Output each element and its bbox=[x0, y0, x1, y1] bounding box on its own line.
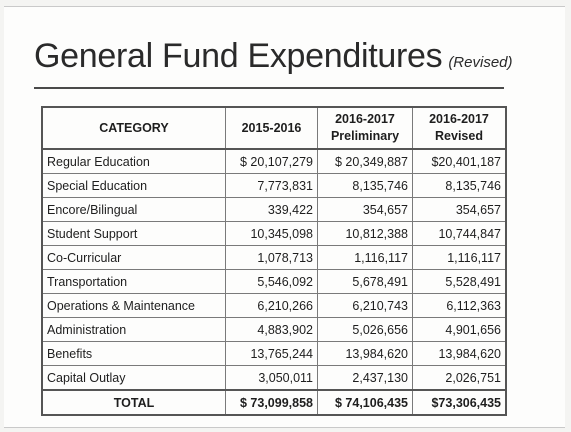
cell-fy2015-2016: 3,050,011 bbox=[226, 366, 318, 391]
cell-fy2016-2017-preliminary: 13,984,620 bbox=[318, 342, 413, 366]
title-block bbox=[34, 37, 513, 76]
cell-fy2016-2017-preliminary: 8,135,746 bbox=[318, 174, 413, 198]
table-row bbox=[42, 198, 506, 222]
cell-fy2016-2017-revised: 6,112,363 bbox=[413, 294, 507, 318]
cell-category: Operations & Maintenance bbox=[42, 294, 226, 318]
cell-fy2015-2016: 1,078,713 bbox=[226, 246, 318, 270]
cell-fy2016-2017-revised: 10,744,847 bbox=[413, 222, 507, 246]
cell-fy2015-2016: 7,773,831 bbox=[226, 174, 318, 198]
total-fy2016-2017-preliminary: $ 74,106,435 bbox=[318, 390, 413, 415]
cell-category: Co-Curricular bbox=[42, 246, 226, 270]
header-category bbox=[42, 107, 226, 149]
table-row bbox=[42, 149, 506, 174]
cell-category: Regular Education bbox=[42, 149, 226, 174]
cell-fy2016-2017-preliminary: 2,437,130 bbox=[318, 366, 413, 391]
cell-fy2016-2017-preliminary: $ 20,349,887 bbox=[318, 149, 413, 174]
cell-category: Administration bbox=[42, 318, 226, 342]
table-row bbox=[42, 246, 506, 270]
slide bbox=[4, 6, 565, 428]
header-fy2016-2017-revised bbox=[413, 107, 507, 149]
cell-fy2016-2017-preliminary: 354,657 bbox=[318, 198, 413, 222]
table-row bbox=[42, 318, 506, 342]
header-preliminary-line2: Preliminary bbox=[330, 129, 400, 143]
table-row bbox=[42, 174, 506, 198]
total-label: TOTAL bbox=[42, 390, 226, 415]
cell-fy2015-2016: 10,345,098 bbox=[226, 222, 318, 246]
cell-fy2016-2017-preliminary: 1,116,117 bbox=[318, 246, 413, 270]
cell-fy2016-2017-revised: 354,657 bbox=[413, 198, 507, 222]
cell-category: Transportation bbox=[42, 270, 226, 294]
cell-category: Capital Outlay bbox=[42, 366, 226, 391]
cell-fy2015-2016: 6,210,266 bbox=[226, 294, 318, 318]
table-row bbox=[42, 342, 506, 366]
cell-fy2016-2017-revised: 5,528,491 bbox=[413, 270, 507, 294]
header-fy2015-2016 bbox=[226, 107, 318, 149]
header-revised-line2: Revised bbox=[435, 129, 483, 143]
cell-fy2016-2017-revised: $20,401,187 bbox=[413, 149, 507, 174]
cell-fy2015-2016: 13,765,244 bbox=[226, 342, 318, 366]
expenditures-table bbox=[41, 106, 507, 416]
header-fy2015-2016-line1: 2015-2016 bbox=[241, 120, 302, 135]
cell-category: Encore/Bilingual bbox=[42, 198, 226, 222]
table-body bbox=[42, 149, 506, 390]
header-row bbox=[42, 107, 506, 149]
title-underline bbox=[34, 87, 504, 89]
cell-fy2016-2017-revised: 1,116,117 bbox=[413, 246, 507, 270]
cell-fy2015-2016: 339,422 bbox=[226, 198, 318, 222]
header-revised-line1: 2016-2017 bbox=[429, 112, 489, 126]
cell-fy2016-2017-preliminary: 5,678,491 bbox=[318, 270, 413, 294]
header-preliminary-line1: 2016-2017 bbox=[335, 112, 395, 126]
header-category-line1: CATEGORY bbox=[99, 120, 169, 135]
table-row bbox=[42, 270, 506, 294]
cell-category: Student Support bbox=[42, 222, 226, 246]
total-row bbox=[42, 390, 506, 415]
page-subtitle: (Revised) bbox=[448, 54, 513, 71]
cell-fy2015-2016: $ 20,107,279 bbox=[226, 149, 318, 174]
cell-fy2016-2017-preliminary: 6,210,743 bbox=[318, 294, 413, 318]
cell-fy2016-2017-revised: 13,984,620 bbox=[413, 342, 507, 366]
table-row bbox=[42, 366, 506, 391]
table-row bbox=[42, 222, 506, 246]
cell-fy2016-2017-preliminary: 5,026,656 bbox=[318, 318, 413, 342]
cell-fy2015-2016: 5,546,092 bbox=[226, 270, 318, 294]
cell-fy2016-2017-revised: 8,135,746 bbox=[413, 174, 507, 198]
cell-category: Special Education bbox=[42, 174, 226, 198]
cell-fy2016-2017-revised: 4,901,656 bbox=[413, 318, 507, 342]
cell-category: Benefits bbox=[42, 342, 226, 366]
cell-fy2015-2016: 4,883,902 bbox=[226, 318, 318, 342]
page-title: General Fund Expenditures bbox=[34, 37, 443, 75]
total-fy2016-2017-revised: $73,306,435 bbox=[413, 390, 507, 415]
table-row bbox=[42, 294, 506, 318]
header-fy2016-2017-preliminary bbox=[318, 107, 413, 149]
total-fy2015-2016: $ 73,099,858 bbox=[226, 390, 318, 415]
cell-fy2016-2017-revised: 2,026,751 bbox=[413, 366, 507, 391]
cell-fy2016-2017-preliminary: 10,812,388 bbox=[318, 222, 413, 246]
